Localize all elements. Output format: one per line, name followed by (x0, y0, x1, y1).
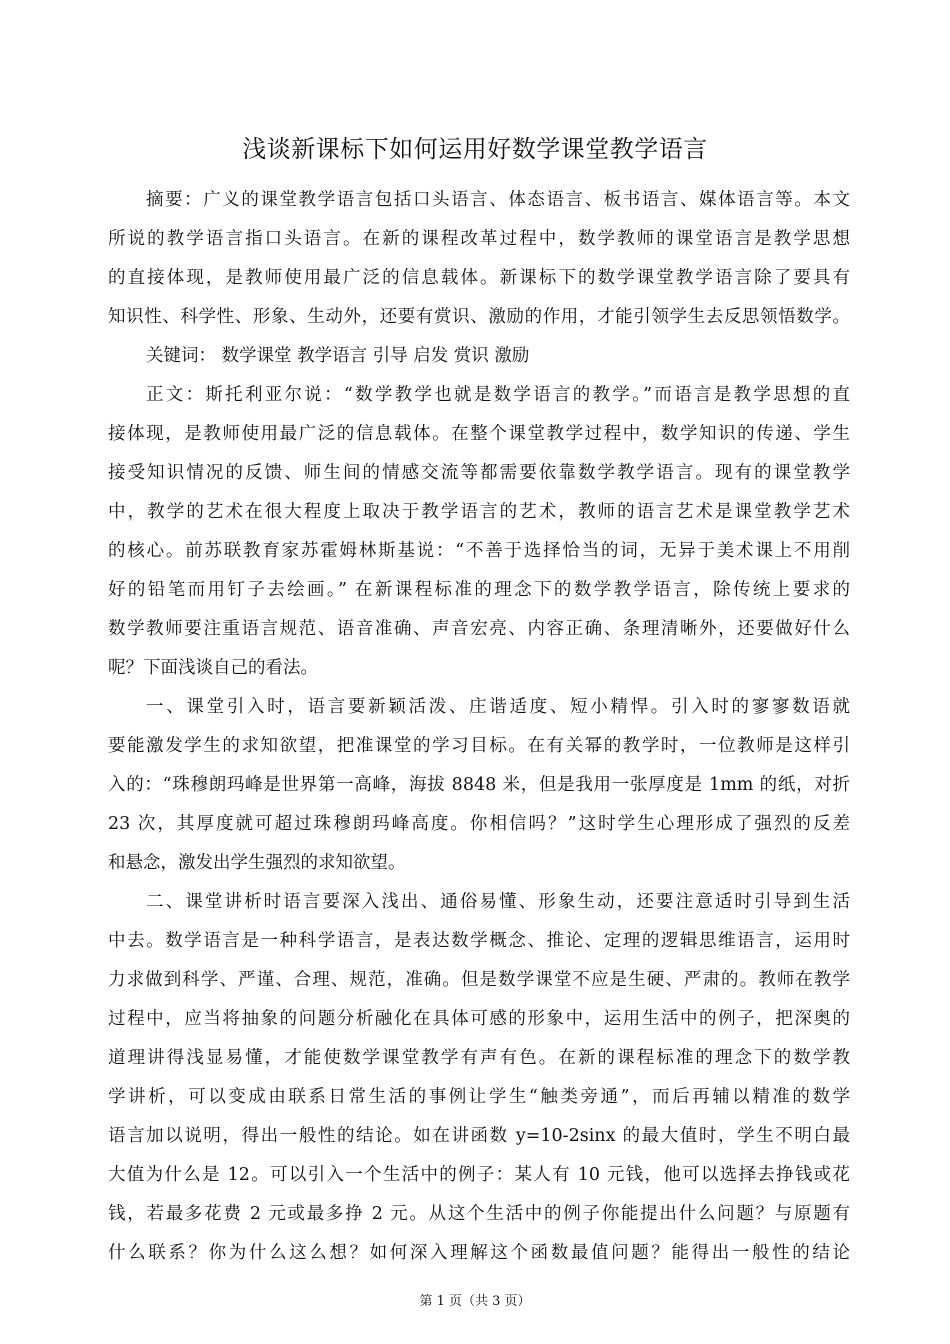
body-text-line: 接体现，是教师使用最广泛的信息载体。在整个课堂教学过程中，数学知识的传递、学生 (108, 424, 850, 444)
section-two-line: 语言加以说明，得出一般性的结论。如在讲函数 y=10-2sinx 的最大值时，学生不明白最 (108, 1126, 850, 1146)
section-two-line: 学讲析，可以变成由联系日常生活的事例让学生“触类旁通”，而后再辅以精准的数学 (108, 1087, 850, 1107)
section-two-line: 大值为什么是 12。可以引入一个生活中的例子：某人有 10 元钱，他可以选择去挣钱或花 (108, 1165, 850, 1185)
document-title: 浅谈新课标下如何运用好数学课堂教学语言 (242, 135, 708, 163)
abstract-line: 摘要：广义的课堂教学语言包括口头语言、体态语言、板书语言、媒体语言等。本文 (146, 190, 850, 210)
keywords-line: 关键词： 数学课堂 教学语言 引导 启发 赏识 激励 (146, 346, 530, 366)
section-one-line: 和悬念，激发出学生强烈的求知欲望。 (108, 853, 406, 873)
abstract-line: 知识性、科学性、形象、生动外，还要有赏识、激励的作用，才能引领学生去反思领悟数学。 (108, 307, 850, 327)
section-two-line: 中去。数学语言是一种科学语言，是表达数学概念、推论、定理的逻辑思维语言，运用时 (108, 931, 850, 951)
section-two-line: 过程中，应当将抽象的问题分析融化在具体可感的形象中，运用生活中的例子，把深奥的 (108, 1009, 850, 1029)
section-two-line: 钱，若最多花费 2 元或最多挣 2 元。从这个生活中的例子你能提出什么问题？与原题有 (108, 1204, 850, 1224)
section-one-line: 要能激发学生的求知欲望，把准课堂的学习目标。在有关幂的教学时，一位教师是这样引 (108, 736, 850, 756)
section-one-line: 23 次，其厚度就可超过珠穆朗玛峰高度。你相信吗？”这时学生心理形成了强烈的反差 (108, 814, 850, 834)
body-text-line: 呢？下面浅谈自己的看法。 (108, 658, 318, 678)
section-two-line: 什么联系？你为什么这么想？如何深入理解这个函数最值问题？能得出一般性的结论 (108, 1243, 850, 1263)
body-text-line: 接受知识情况的反馈、师生间的情感交流等都需要依靠数学教学语言。现有的课堂教学 (108, 463, 850, 483)
section-two-line: 道理讲得浅显易懂，才能使数学课堂教学有声有色。在新的课程标准的理念下的数学教 (108, 1048, 850, 1068)
section-two-line: 二、课堂讲析时语言要深入浅出、通俗易懂、形象生动，还要注意适时引导到生活 (146, 892, 850, 912)
body-text-line: 数学教师要注重语言规范、语音准确、声音宏亮、内容正确、条理清晰外，还要做好什么 (108, 619, 850, 639)
abstract-line: 的直接体现，是教师使用最广泛的信息载体。新课标下的数学课堂教学语言除了要具有 (108, 268, 850, 288)
body-text-line: 中，教学的艺术在很大程度上取决于教学语言的艺术，教师的语言艺术是课堂教学艺术 (108, 502, 850, 522)
page-footer: 第 1 页（共 3 页） (419, 1294, 531, 1309)
body-text-line: 的核心。前苏联教育家苏霍姆林斯基说：“不善于选择恰当的词，无异于美术课上不用削 (108, 541, 850, 561)
section-two-line: 力求做到科学、严谨、合理、规范，准确。但是数学课堂不应是生硬、严肃的。教师在教学 (108, 970, 850, 990)
section-one-line: 入的：“珠穆朗玛峰是世界第一高峰，海拔 8848 米，但是我用一张厚度是 1mm 的纸，对折 (108, 775, 850, 795)
body-text-line: 好的铅笔而用钉子去绘画。” 在新课程标准的理念下的数学教学语言，除传统上要求的 (108, 580, 850, 600)
document-body (108, 181, 850, 1273)
section-one-line: 一、课堂引入时，语言要新颖活泼、庄谐适度、短小精悍。引入时的寥寥数语就 (146, 697, 850, 717)
body-text-line: 正文：斯托利亚尔说：“数学教学也就是数学语言的教学。”而语言是教学思想的直 (146, 385, 850, 405)
abstract-line: 所说的教学语言指口头语言。在新的课程改革过程中，数学教师的课堂语言是教学思想 (108, 229, 850, 249)
